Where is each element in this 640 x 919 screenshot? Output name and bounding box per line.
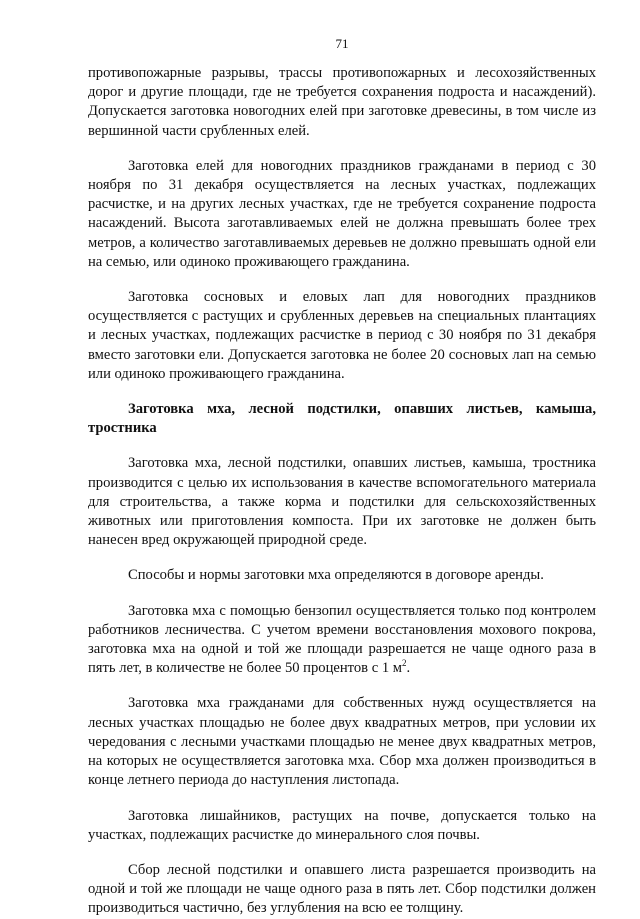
paragraph-moss-purpose: Заготовка мха, лесной подстилки, опавших листьев, камыша, тростника производится с целью их использования в качестве вспомогательного материала для строительства, а также корма и подстилки для сельскохозяйственных животных или приготовления компоста. При их заготовке не должен быть нанесен вред окружающей природной среде. <box>88 455 596 549</box>
page-number: 71 <box>335 36 349 51</box>
paragraph-christmas-trees: Заготовка елей для новогодних праздников гражданами в период с 30 ноября по 31 декабря осуществляется на лесных участках, подлежащих расчистке, и на других лесных участках, где не требуется сохранение подроста насаждений. Высота заготавливаемых елей не должна превышать более трех метров, а количество заготавливаемых деревьев не должно превышать одной ели на семью, или одиноко проживающего гражданина. <box>88 157 596 270</box>
paragraph-moss-chainsaw-end: . <box>406 660 411 677</box>
paragraph-moss-chainsaw <box>88 602 596 679</box>
section-heading: Заготовка мха, лесной подстилки, опавших листьев, камыша, тростника <box>88 401 596 437</box>
paragraph-continuation: противопожарные разрывы, трассы противопожарных и лесохозяйственных дорог и другие площади, где не требуется сохранения подроста и насаждений). Допускается заготовка новогодних елей при заготовке древесины, в том числе из вершинной части срубленных елей. <box>88 65 596 139</box>
superscript-square: 2 <box>402 658 407 669</box>
paragraph-pine-branches: Заготовка сосновых и еловых лап для новогодних праздников осуществляется с растущих и срубленных деревьев на специальных плантациях и лесных участках, подлежащих расчистке в период с 30 ноября по 31 декабря вместо заготовки ели. Допускается заготовка не более 20 сосновых лап на семью или одиноко проживающего гражданина. <box>88 289 596 382</box>
paragraph-moss-chainsaw-text: Заготовка мха с помощью бензопил осуществляется только под контролем работников лесничества. С учетом времени восстановления мохового покрова, заготовка мха на одной и той же площади разрешается не чаще одного раза в пять лет, в количестве не более 50 процентов с 1 м <box>88 602 596 677</box>
paragraph-moss-methods: Способы и нормы заготовки мха определяются в договоре аренды. <box>128 567 544 584</box>
paragraph-litter: Сбор лесной подстилки и опавшего листа разрешается производить на одной и той же площади не чаще одного раза в пять лет. Сбор подстилки должен производиться частично, без углубления на всю ее толщину. <box>88 861 596 917</box>
paragraph-moss-citizens: Заготовка мха гражданами для собственных нужд осуществляется на лесных участках площадью не более двух квадратных метров, при условии их чередования с лесными участками площадью не менее двух квадратных метров, на которых не осуществляется заготовка мха. Сбор мха должен производиться в конце летнего периода до наступления листопада. <box>88 695 596 789</box>
paragraph-lichens: Заготовка лишайников, растущих на почве, допускается только на участках, подлежащих расчистке до минерального слоя почвы. <box>88 807 596 843</box>
